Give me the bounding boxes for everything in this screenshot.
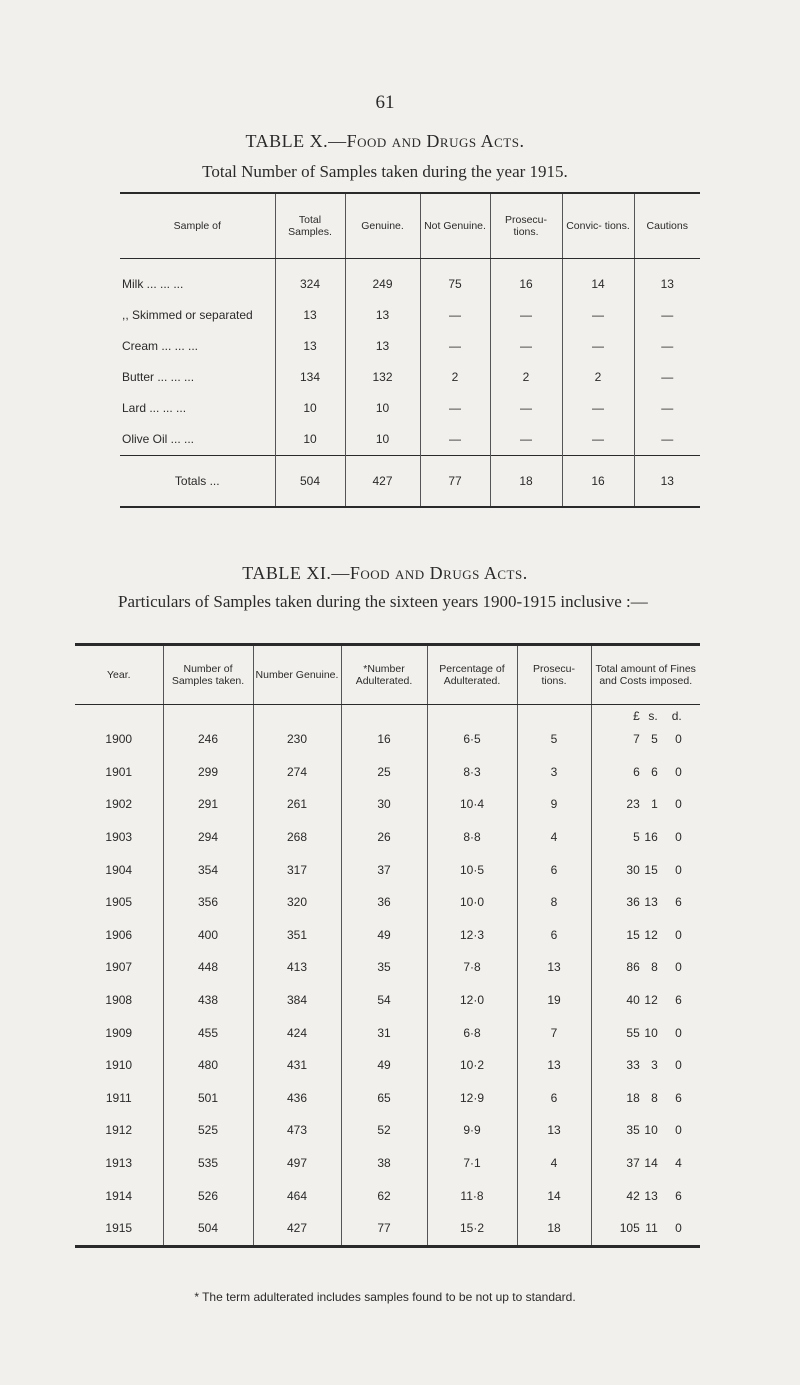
convictions: 14	[562, 269, 634, 300]
fine-pence: 6	[675, 1188, 682, 1203]
table-row	[75, 1082, 700, 1115]
fine-pence: 0	[675, 1123, 682, 1138]
table-row	[75, 951, 700, 984]
table-row	[120, 424, 700, 456]
percentage-adulterated: 7·8	[427, 951, 517, 984]
year: 1900	[105, 732, 133, 747]
fine-shillings: 16	[644, 830, 658, 845]
total-samples: 134	[275, 362, 345, 393]
total-samples: 10	[275, 424, 345, 456]
fines-costs	[591, 1212, 700, 1246]
fines-costs	[591, 1082, 700, 1115]
year: 1904	[105, 862, 133, 877]
number-adulterated: 36	[341, 886, 427, 919]
fine-pence: 6	[675, 1090, 682, 1105]
percentage-adulterated: 15·2	[427, 1212, 517, 1246]
cautions: —	[634, 331, 700, 362]
prosecutions: —	[490, 331, 562, 362]
table-row	[75, 919, 700, 952]
col-prosecutions: Prosecu- tions.	[517, 645, 591, 705]
percentage-adulterated: 12·0	[427, 984, 517, 1017]
year: 1913	[105, 1156, 133, 1171]
fine-shillings: 1	[651, 797, 658, 812]
col-genuine: Genuine.	[345, 193, 420, 258]
samples-taken: 294	[163, 821, 253, 854]
fines-costs	[591, 821, 700, 854]
percentage-adulterated: 12·9	[427, 1082, 517, 1115]
samples-taken: 438	[163, 984, 253, 1017]
table-row	[75, 1049, 700, 1082]
year: 1911	[105, 1090, 132, 1105]
table-row	[75, 984, 700, 1017]
fine-pounds: 42	[626, 1188, 640, 1203]
number-adulterated: 77	[341, 1212, 427, 1246]
samples-taken: 535	[163, 1147, 253, 1180]
fine-pounds: 18	[626, 1090, 640, 1105]
table-x-subtitle: Total Number of Samples taken during the year 1915.	[202, 162, 568, 181]
sample-name: Butter ... ... ...	[122, 370, 195, 384]
unit-pounds: £	[633, 709, 640, 723]
convictions: —	[562, 331, 634, 362]
fine-shillings: 13	[644, 895, 658, 910]
fine-pence: 4	[675, 1156, 682, 1171]
table-xi-body	[75, 705, 700, 1247]
fines-costs	[591, 984, 700, 1017]
number-adulterated: 25	[341, 756, 427, 789]
percentage-adulterated: 10·4	[427, 788, 517, 821]
sample-name: Lard ... ... ...	[122, 401, 187, 415]
fine-pence: 0	[675, 862, 682, 877]
fine-pence: 0	[675, 927, 682, 942]
page-number: 61	[375, 92, 395, 113]
number-adulterated: 65	[341, 1082, 427, 1115]
fine-pence: 6	[675, 895, 682, 910]
number-adulterated: 37	[341, 853, 427, 886]
prosecutions: 3	[517, 756, 591, 789]
convictions: —	[562, 393, 634, 424]
convictions: 2	[562, 362, 634, 393]
fine-pence: 0	[675, 1221, 682, 1236]
fine-pence: 0	[675, 1058, 682, 1073]
number-genuine: 384	[253, 984, 341, 1017]
percentage-adulterated: 8·3	[427, 756, 517, 789]
fine-shillings: 6	[651, 764, 658, 779]
year: 1909	[105, 1025, 133, 1040]
percentage-adulterated: 12·3	[427, 919, 517, 952]
prosecutions: 19	[517, 984, 591, 1017]
units-row	[75, 705, 700, 724]
prosecutions: 14	[517, 1179, 591, 1212]
fine-pounds: 35	[626, 1123, 640, 1138]
not-genuine: 75	[420, 269, 490, 300]
total-samples: 324	[275, 269, 345, 300]
number-adulterated: 26	[341, 821, 427, 854]
year: 1915	[105, 1221, 133, 1236]
number-genuine: 431	[253, 1049, 341, 1082]
total-samples: 13	[275, 331, 345, 362]
number-adulterated: 49	[341, 1049, 427, 1082]
prosecutions: 6	[517, 853, 591, 886]
table-row	[75, 723, 700, 756]
fine-pence: 0	[675, 732, 682, 747]
table-row	[75, 1114, 700, 1147]
fine-shillings: 14	[644, 1156, 658, 1171]
fines-costs	[591, 919, 700, 952]
samples-taken: 299	[163, 756, 253, 789]
number-genuine: 424	[253, 1016, 341, 1049]
fine-shillings: 10	[644, 1123, 658, 1138]
unit-shillings: s.	[648, 709, 658, 723]
prosecutions: —	[490, 300, 562, 331]
samples-taken: 448	[163, 951, 253, 984]
sample-name: Cream ... ... ...	[122, 339, 199, 353]
prosecutions: 6	[517, 919, 591, 952]
fine-shillings: 5	[651, 732, 658, 747]
col-not-genuine: Not Genuine.	[420, 193, 490, 258]
samples-taken: 291	[163, 788, 253, 821]
number-genuine: 464	[253, 1179, 341, 1212]
prosecutions: 4	[517, 1147, 591, 1180]
prosecutions: 13	[517, 1049, 591, 1082]
genuine: 13	[345, 331, 420, 362]
fines-costs	[591, 1016, 700, 1049]
table-row	[120, 300, 700, 331]
prosecutions: 13	[517, 1114, 591, 1147]
footnote: * The term adulterated includes samples found to be not up to standard.	[194, 1290, 576, 1304]
col-year: Year.	[75, 645, 163, 705]
samples-taken: 354	[163, 853, 253, 886]
fine-pounds: 6	[633, 764, 640, 779]
number-genuine: 268	[253, 821, 341, 854]
percentage-adulterated: 11·8	[427, 1179, 517, 1212]
total-samples: 10	[275, 393, 345, 424]
table-row	[75, 1179, 700, 1212]
fine-shillings: 8	[651, 960, 658, 975]
number-genuine: 436	[253, 1082, 341, 1115]
prosecutions: 8	[517, 886, 591, 919]
col-total-samples: Total Samples.	[275, 193, 345, 258]
col-prosecutions: Prosecu- tions.	[490, 193, 562, 258]
prosecutions: 13	[517, 951, 591, 984]
samples-taken: 480	[163, 1049, 253, 1082]
fine-shillings: 12	[644, 993, 658, 1008]
samples-taken: 400	[163, 919, 253, 952]
table-row	[75, 886, 700, 919]
fine-pounds: 86	[626, 960, 640, 975]
genuine: 132	[345, 362, 420, 393]
year: 1914	[105, 1188, 133, 1203]
number-adulterated: 16	[341, 723, 427, 756]
percentage-adulterated: 10·0	[427, 886, 517, 919]
fine-pounds: 33	[626, 1058, 640, 1073]
table-x-header-row	[120, 193, 700, 258]
number-adulterated: 52	[341, 1114, 427, 1147]
fine-pounds: 5	[633, 830, 640, 845]
totals-not-genuine: 77	[420, 455, 490, 507]
number-adulterated: 38	[341, 1147, 427, 1180]
table-row	[75, 756, 700, 789]
table-row	[75, 821, 700, 854]
number-genuine: 473	[253, 1114, 341, 1147]
fine-shillings: 12	[644, 927, 658, 942]
fine-pence: 0	[675, 764, 682, 779]
number-genuine: 230	[253, 723, 341, 756]
percentage-adulterated: 9·9	[427, 1114, 517, 1147]
number-genuine: 274	[253, 756, 341, 789]
year: 1906	[105, 927, 133, 942]
table-row	[120, 393, 700, 424]
fine-pence: 0	[675, 960, 682, 975]
year: 1910	[105, 1058, 133, 1073]
unit-pence: d.	[671, 709, 682, 723]
prosecutions: 9	[517, 788, 591, 821]
col-number-adulterated: *Number Adulterated.	[341, 645, 427, 705]
col-convictions: Convic- tions.	[562, 193, 634, 258]
col-number-genuine: Number Genuine.	[253, 645, 341, 705]
fines-costs	[591, 1147, 700, 1180]
number-genuine: 320	[253, 886, 341, 919]
not-genuine: —	[420, 424, 490, 456]
sample-name: ,, Skimmed or separated	[122, 308, 253, 322]
fine-pounds: 15	[626, 927, 640, 942]
fines-costs	[591, 853, 700, 886]
year: 1905	[105, 895, 133, 910]
sample-name: Olive Oil ... ...	[122, 432, 195, 446]
year: 1901	[105, 764, 133, 779]
totals-row	[120, 455, 700, 507]
col-cautions: Cautions	[634, 193, 700, 258]
totals-total: 504	[275, 455, 345, 507]
fine-pounds: 105	[619, 1221, 640, 1236]
year: 1903	[105, 830, 133, 845]
fines-costs	[591, 1049, 700, 1082]
fine-shillings: 13	[644, 1188, 658, 1203]
prosecutions: 18	[517, 1212, 591, 1246]
percentage-adulterated: 7·1	[427, 1147, 517, 1180]
table-row	[75, 1212, 700, 1246]
fines-costs	[591, 1179, 700, 1212]
fine-shillings: 11	[645, 1221, 658, 1236]
samples-taken: 525	[163, 1114, 253, 1147]
fines-costs	[591, 886, 700, 919]
number-genuine: 261	[253, 788, 341, 821]
fines-costs	[591, 788, 700, 821]
number-genuine: 351	[253, 919, 341, 952]
cautions: —	[634, 300, 700, 331]
fine-shillings: 3	[651, 1058, 658, 1073]
percentage-adulterated: 10·2	[427, 1049, 517, 1082]
table-x-body	[120, 258, 700, 507]
samples-taken: 504	[163, 1212, 253, 1246]
year: 1912	[105, 1123, 133, 1138]
genuine: 249	[345, 269, 420, 300]
table-x	[120, 192, 700, 508]
fines-costs	[591, 756, 700, 789]
table-row	[120, 362, 700, 393]
fine-pounds: 7	[633, 732, 640, 747]
prosecutions: —	[490, 424, 562, 456]
prosecutions: —	[490, 393, 562, 424]
prosecutions: 2	[490, 362, 562, 393]
prosecutions: 4	[517, 821, 591, 854]
sample-name: Milk ... ... ...	[122, 277, 184, 291]
fine-pence: 0	[675, 830, 682, 845]
fines-costs	[591, 723, 700, 756]
table-xi-title-acts: Food and Drugs Acts.	[349, 563, 528, 583]
fine-pounds: 40	[626, 993, 640, 1008]
table-xi-intro: Particulars of Samples taken during the sixteen years 1900-1915 inclusive :—	[118, 592, 648, 611]
not-genuine: —	[420, 300, 490, 331]
fine-pence: 6	[675, 993, 682, 1008]
number-genuine: 497	[253, 1147, 341, 1180]
percentage-adulterated: 8·8	[427, 821, 517, 854]
table-row	[120, 331, 700, 362]
genuine: 13	[345, 300, 420, 331]
fine-shillings: 15	[644, 862, 658, 877]
table-row	[120, 269, 700, 300]
total-samples: 13	[275, 300, 345, 331]
convictions: —	[562, 424, 634, 456]
fine-pounds: 55	[626, 1025, 640, 1040]
table-xi-title-prefix: TABLE XI.—	[242, 563, 350, 583]
totals-convictions: 16	[562, 455, 634, 507]
prosecutions: 6	[517, 1082, 591, 1115]
number-adulterated: 30	[341, 788, 427, 821]
percentage-adulterated: 10·5	[427, 853, 517, 886]
number-adulterated: 35	[341, 951, 427, 984]
table-x-title-prefix: TABLE X.—	[245, 131, 347, 151]
genuine: 10	[345, 424, 420, 456]
number-adulterated: 31	[341, 1016, 427, 1049]
not-genuine: —	[420, 331, 490, 362]
cautions: —	[634, 424, 700, 456]
number-genuine: 317	[253, 853, 341, 886]
not-genuine: —	[420, 393, 490, 424]
table-xi-title	[0, 563, 770, 584]
fine-shillings: 8	[651, 1090, 658, 1105]
samples-taken: 501	[163, 1082, 253, 1115]
table-row	[75, 853, 700, 886]
number-adulterated: 49	[341, 919, 427, 952]
fine-pounds: 37	[626, 1156, 640, 1171]
number-adulterated: 62	[341, 1179, 427, 1212]
fine-pounds: 23	[626, 797, 640, 812]
year: 1908	[105, 993, 133, 1008]
col-fines-costs: Total amount of Fines and Costs imposed.	[591, 645, 700, 705]
totals-genuine: 427	[345, 455, 420, 507]
col-sample-of: Sample of	[120, 193, 275, 258]
col-samples-taken: Number of Samples taken.	[163, 645, 253, 705]
convictions: —	[562, 300, 634, 331]
table-xi	[75, 643, 700, 1248]
prosecutions: 5	[517, 723, 591, 756]
genuine: 10	[345, 393, 420, 424]
totals-cautions: 13	[634, 455, 700, 507]
not-genuine: 2	[420, 362, 490, 393]
totals-label: Totals ...	[120, 455, 275, 507]
cautions: 13	[634, 269, 700, 300]
year: 1907	[105, 960, 133, 975]
samples-taken: 455	[163, 1016, 253, 1049]
year: 1902	[105, 797, 133, 812]
fine-pence: 0	[675, 797, 682, 812]
table-row	[75, 1147, 700, 1180]
col-percentage-adulterated: Percentage of Adulterated.	[427, 645, 517, 705]
table-row	[75, 1016, 700, 1049]
samples-taken: 246	[163, 723, 253, 756]
prosecutions: 16	[490, 269, 562, 300]
number-adulterated: 54	[341, 984, 427, 1017]
totals-prosecutions: 18	[490, 455, 562, 507]
table-x-title-acts: Food and Drugs Acts.	[346, 131, 525, 151]
percentage-adulterated: 6·8	[427, 1016, 517, 1049]
number-genuine: 413	[253, 951, 341, 984]
table-xi-header-row	[75, 645, 700, 705]
percentage-adulterated: 6·5	[427, 723, 517, 756]
table-row	[75, 788, 700, 821]
fines-costs	[591, 1114, 700, 1147]
prosecutions: 7	[517, 1016, 591, 1049]
fines-costs	[591, 951, 700, 984]
samples-taken: 526	[163, 1179, 253, 1212]
cautions: —	[634, 393, 700, 424]
samples-taken: 356	[163, 886, 253, 919]
fine-pounds: 36	[626, 895, 640, 910]
number-genuine: 427	[253, 1212, 341, 1246]
fine-shillings: 10	[644, 1025, 658, 1040]
table-x-title	[0, 131, 770, 152]
fine-pounds: 30	[626, 862, 640, 877]
fine-pence: 0	[675, 1025, 682, 1040]
cautions: —	[634, 362, 700, 393]
